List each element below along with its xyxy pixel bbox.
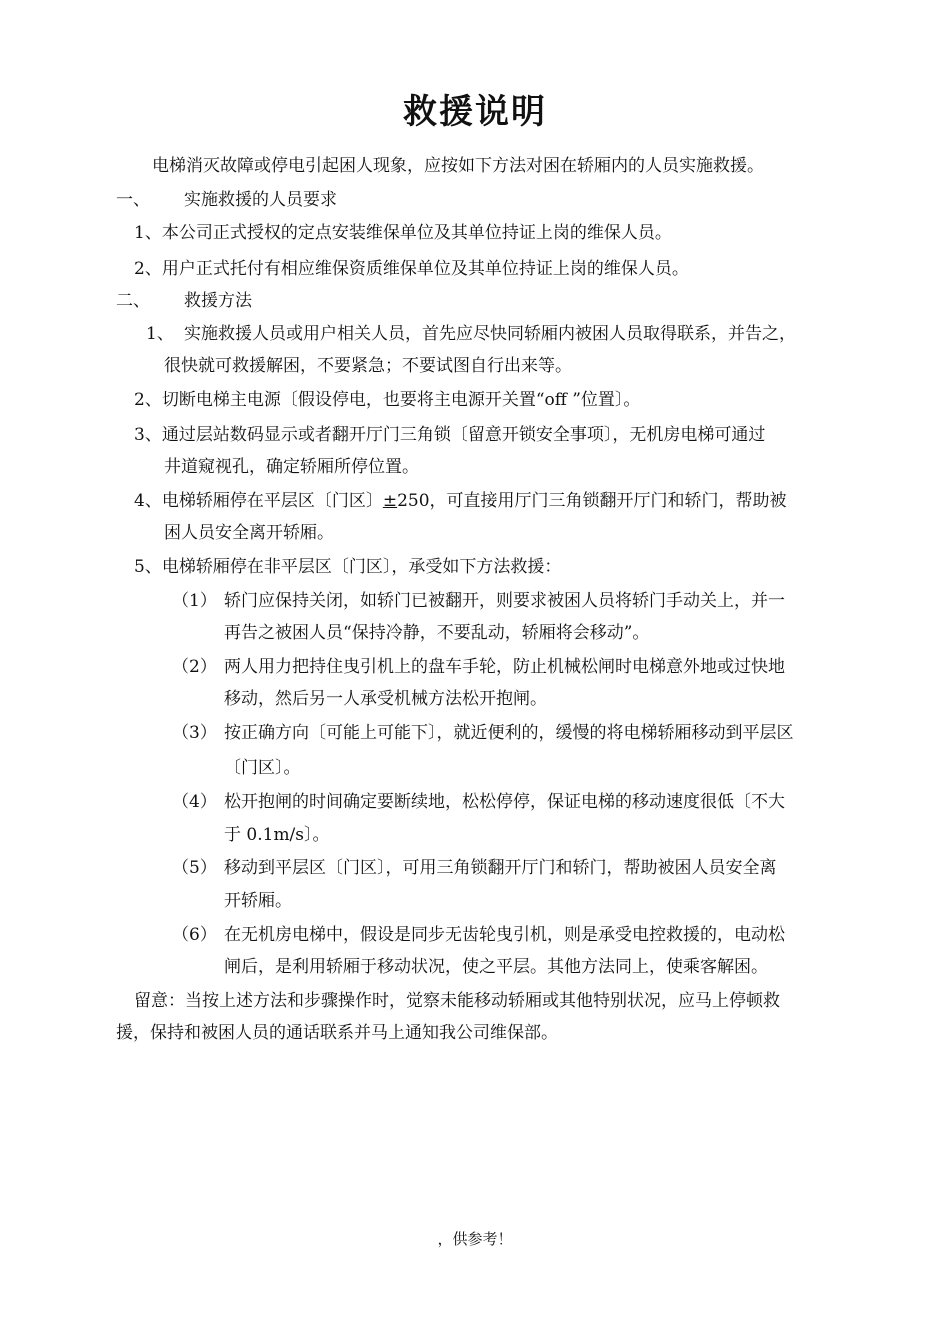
substep6-number: （6） (172, 925, 217, 945)
step3-line2: 井道窥视孔，确定轿厢所停位置。 (164, 457, 419, 477)
substep2-line1: 两人用力把持住曳引机上的盘车手轮，防止机械松闸时电梯意外地或过快地 (224, 657, 785, 677)
intro-paragraph: 电梯消灭故障或停电引起困人现象，应按如下方法对困在轿厢内的人员实施救援。 (152, 156, 764, 176)
substep5-line1: 移动到平层区〔门区〕，可用三角锁翻开厅门和轿门，帮助被困人员安全离 (224, 858, 777, 878)
section1-item-1: 1、本公司正式授权的定点安装维保单位及其单位持证上岗的维保人员。 (134, 223, 672, 243)
plus-minus-sign: ± (382, 491, 398, 511)
substep1-line1: 轿门应保持关闭，如轿门已被翻开，则要求被困人员将轿门手动关上，并一 (224, 591, 785, 611)
substep1-line2: 再告之被困人员“保持冷静，不要乱动，轿厢将会移动”。 (224, 623, 650, 643)
substep5-line2: 开轿厢。 (224, 891, 292, 911)
section1-heading: 实施救援的人员要求 (184, 190, 337, 210)
section1-number: 一、 (116, 190, 150, 210)
step3-line1: 3、通过层站数码显示或者翻开厅门三角锁〔留意开锁安全事项〕，无机房电梯可通过 (134, 425, 766, 445)
section2-heading: 救援方法 (184, 291, 252, 311)
section2-number: 二、 (116, 291, 150, 311)
substep6-line2: 闸后，是利用轿厢于移动状况，使之平层。其他方法同上，使乘客解困。 (224, 957, 768, 977)
step5: 5、电梯轿厢停在非平层区〔门区〕，承受如下方法救援： (134, 557, 562, 577)
substep4-number: （4） (172, 792, 217, 812)
substep3-line2: 〔门区〕。 (224, 758, 301, 778)
step1-line2: 很快就可救援解困，不要紧急；不要试图自行出来等。 (164, 356, 572, 376)
substep3-number: （3） (172, 723, 217, 743)
substep2-line2: 移动，然后另一人承受机械方法松开抱闸。 (224, 689, 547, 709)
step4-line1 (134, 490, 787, 512)
step4-line2: 困人员安全离开轿厢。 (164, 523, 334, 543)
page-title: 救援说明 (403, 92, 547, 132)
section1-item-2: 2、用户正式托付有相应维保资质维保单位及其单位持证上岗的维保人员。 (134, 259, 689, 279)
step1-line1: 实施救援人员或用户相关人员，首先应尽快同轿厢内被困人员取得联系，并告之， (184, 324, 796, 344)
step4-line1-end: 250，可直接用厅门三角锁翻开厅门和轿门，帮助被 (397, 491, 787, 511)
note-line2: 援，保持和被困人员的通话联系并马上通知我公司维保部。 (116, 1023, 558, 1043)
substep1-number: （1） (172, 591, 217, 611)
substep2-number: （2） (172, 657, 217, 677)
substep5-number: （5） (172, 858, 217, 878)
note-line1: 留意：当按上述方法和步骤操作时，觉察未能移动轿厢或其他特别状况，应马上停顿救 (134, 991, 780, 1011)
step4-line1-start: 4、电梯轿厢停在平层区〔门区〕 (134, 491, 383, 511)
step2: 2、切断电梯主电源〔假设停电，也要将主电源开关置“off ”位置〕。 (134, 390, 641, 410)
footer-text: ，供参考！ (437, 1230, 513, 1248)
substep6-line1: 在无机房电梯中，假设是同步无齿轮曳引机，则是承受电控救援的，电动松 (224, 925, 785, 945)
substep4-line2: 于 0.1m/s〕。 (224, 825, 330, 845)
substep4-line1: 松开抱闸的时间确定要断续地，松松停停，保证电梯的移动速度很低〔不大 (224, 792, 785, 812)
step1-number: 1、 (146, 324, 174, 344)
substep3-line1: 按正确方向〔可能上可能下〕，就近便利的，缓慢的将电梯轿厢移动到平层区 (224, 723, 794, 743)
